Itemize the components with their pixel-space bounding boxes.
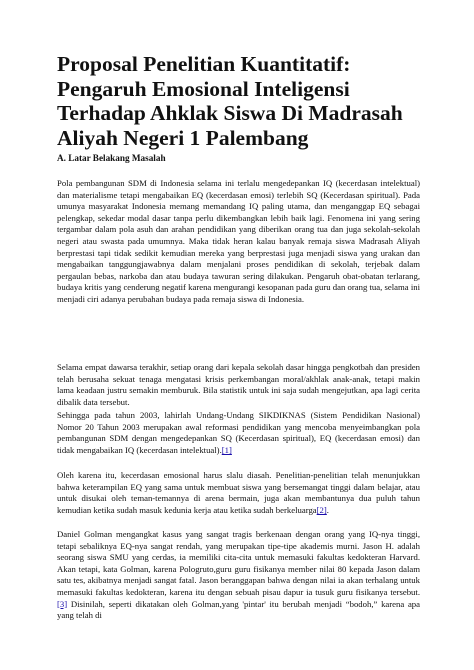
paragraph-5 [57, 529, 420, 622]
paragraph-5-tail: Disinilah, seperti dikatakan oleh Golman,yang 'pintar' itu berubah menjadi “bodoh,” karena apa yang telah di [57, 598, 420, 621]
paragraph-3-text: Sehingga pada tahun 2003, lahirlah Undang-Undang SIKDIKNAS (Sistem Pendidikan Nasional) Nomor 20 Tahun 2003 merupakan awal reformasi pendidikan yang mencoba menyeimbangkan pola pembangunan SDM dengan mengedepankan SQ (Kecerdasan spiritual), EQ (kecerdasan emosi) dan tidak mengabaikan IQ (kecerdasan intelektual). [57, 410, 420, 455]
footnote-link-1[interactable]: [1] [221, 444, 232, 455]
paragraph-4-end: . [326, 504, 329, 515]
footnote-link-3[interactable]: [3] [57, 598, 68, 609]
paragraph-3 [57, 410, 420, 456]
document-title: Proposal Penelitian Kuantitatif: Pengaruh Emosional Inteligensi Terhadap Ahklak Siswa Di Madrasah Aliyah Negeri 1 Palembang [57, 52, 403, 150]
section-heading: A. Latar Belakang Masalah [57, 153, 166, 163]
paragraph-1: Pola pembangunan SDM di Indonesia selama ini terlalu mengedepankan IQ (kecerdasan intelektual) dan materialisme tetapi mengabaikan EQ (kecerdasan emosi) terlebih SQ (Kecerdasan spiritual). Pada umunya masyarakat Indonesia memang memandang IQ paling utama, dan menganggap EQ sebagai pelengkap, sekedar modal dasar tanpa perlu dikembangkan lebih baik lagi. Fenomena ini yang sering tergambar dalam pola asuh dan arahan pendidikan yang diberikan orang tua dan juga sekolah-sekolah negeri atau swasta pada umumnya. Maka tidak heran kalau banyak remaja siswa Madrasah Aliyah berprestasi tapi tidak sedikit kemudian mereka yang berprestasi juga menjadi siswa yang urakan dan mengabaikan tanggungjawabnya dalam menjalani proses pendidikan di sekolah, terjebak dalam pergaulan bebas, narkoba dan atau budaya tawuran sering dilakukan. Pengaruh obat-obatan terlarang, budaya kritis yang cenderung negatif karena mengurangi kesopanan pada guru dan orang tua, selama ini menjadi ciri adanya perubahan budaya pada remaja siswa di Indonesia. [57, 178, 420, 304]
paragraph-4-text: Oleh karena itu, kecerdasan emosional harus slalu diasah. Penelitian-penelitian telah menunjukkan bahwa keterampilan EQ yang sama untuk membuat siswa yang bersemangat tinggi dalam belajar, atau untuk disukai oleh teman-temannya di arena bermain, juga akan membantunya dua puluh tahun kemudian ketika sudah masuk kedunia kerja atau ketika sudah berkeluarga [57, 470, 420, 515]
footnote-link-2[interactable]: [2] [316, 504, 327, 515]
paragraph-2: Selama empat dawarsa terakhir, setiap orang dari kepala sekolah dasar hingga pengkotbah dan presiden telah berusaha sekuat tenaga mengatasi krisis perkembangan moral/akhlak anak-anak, tetapi makin lama keadaan justru semakin memburuk. Bila statistik untuk ini saja sudah mengejutkan, apa lagi cerita dibalik data tersebut. [57, 362, 420, 407]
paragraph-5-text: Daniel Golman mengangkat kasus yang sangat tragis berkenaan dengan orang yang IQ-nya tinggi, tetapi sebaliknya EQ-nya sangat rendah, yang merupakan tipe-tipe akademis murni. Jason H. adalah seorang siswa SMU yang cerdas, ia memiliki cita-cita untuk memasuki fakultas kedokteran Harvard. Akan tetapi, kata Golman, karena Pologruto,guru guru fisikanya member nilai 80 kepada Jason dalam satu tes, akibatnya menjadi sangat fatal. Jason beranggapan bahwa dengan nilai ia akan terhalang untuk memasuki fakultas kedokteran, karena itu dengan sebuah pisau dapur ia tusuk guru fisikanya tersebut. [57, 529, 420, 597]
paragraph-4 [57, 470, 420, 516]
